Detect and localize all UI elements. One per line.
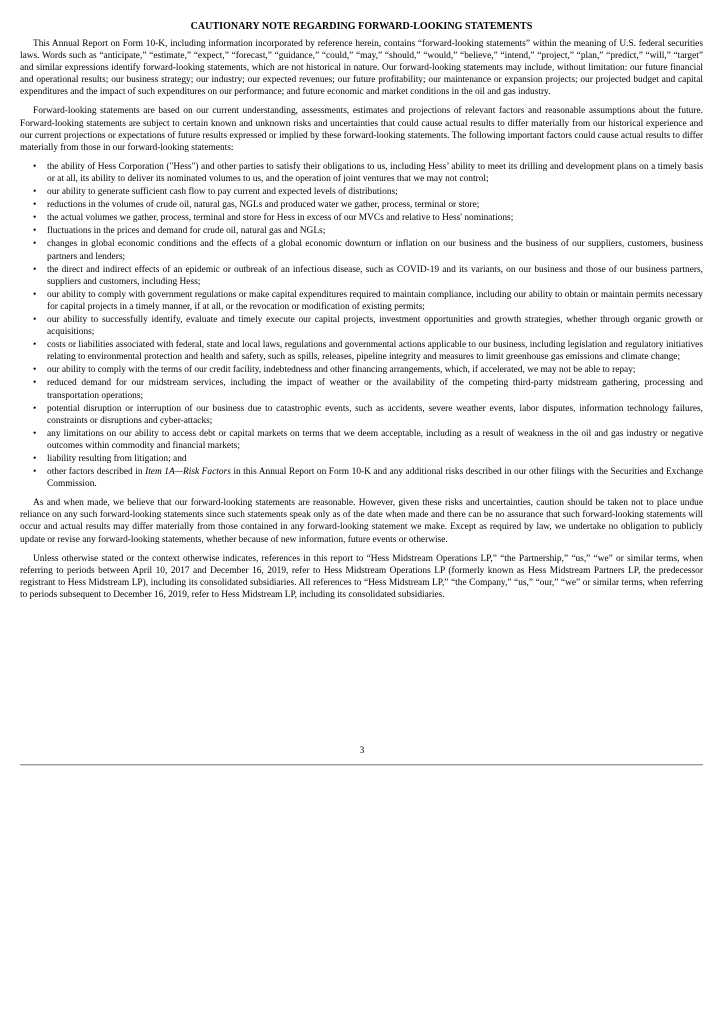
bullet-icon: • — [33, 314, 37, 325]
list-item — [20, 453, 703, 465]
bullet-icon: • — [33, 226, 37, 237]
list-item-text-suffix: in this Annual Report on Form 10-K and any additional risks described in our other filings with the Securities and Exchange Commission. — [47, 467, 704, 490]
list-item-text: our ability to comply with government regulations or make capital expenditures required to maintain compliance, including our ability to obtain or maintain permits necessary for capital projects in a timely manner, if at all, or the revocation or modification of existing permits; — [47, 289, 703, 312]
list-item — [20, 289, 703, 313]
list-item-text: any limitations on our ability to access debt or capital markets on terms that we deem acceptable, including as a result of weakness in the oil and gas industry or negative outcomes within commodity and financial markets; — [47, 428, 703, 451]
list-item-text: our ability to comply with the terms of our credit facility, indebtedness and other financing arrangements, which, if accelerated, we may not be able to repay; — [47, 365, 636, 376]
page-divider — [20, 764, 703, 766]
factors-intro-paragraph: Forward-looking statements are based on our current understanding, assessments, estimates and projections of relevant factors and reasonable assumptions about the future. Forward-looking statements are subject to certain known and unknown risks and uncertainties that could cause actual results to differ materially from our historical experience and our current projections or expectations of future results expressed or implied by these forward-looking statements. The following important factors could cause actual results to differ materially from those in our forward-looking statements: — [20, 106, 703, 153]
list-item — [20, 186, 703, 198]
list-item-text: costs or liabilities associated with federal, state and local laws, regulations and governmental actions applicable to our business, including legislation and regulatory initiatives relating to environmental protection and health and safety, such as spills, releases, pipeline integrity and measures to limit greenhouse gas emissions and climate change; — [47, 340, 703, 363]
list-item-text: the direct and indirect effects of an epidemic or outbreak of an infectious disease, such as COVID-19 and its variants, on our business and those of our business partners, suppliers and customers, including Hess; — [47, 264, 703, 287]
list-item-text: reductions in the volumes of crude oil, natural gas, NGLs and produced water we gather, process, terminal or store; — [47, 200, 480, 211]
list-item-text: potential disruption or interruption of our business due to catastrophic events, such as accidents, severe weather events, labor disputes, information technology failures, constraints or disruptions and cyber-attacks; — [47, 403, 703, 426]
bullet-icon: • — [33, 378, 37, 389]
list-item-text-prefix: other factors described in — [47, 467, 146, 478]
bullet-icon: • — [33, 428, 37, 439]
list-item — [20, 314, 703, 338]
list-item-text: the ability of Hess Corporation ("Hess") and other parties to satisfy their obligations to us, including Hess’ ability to meet its drilling and development plans on a timely basis or at all, its ability to deliver its nominated volumes to us, and the operation of joint ventures that we may not control; — [47, 161, 703, 184]
bullet-icon: • — [33, 239, 37, 250]
list-item — [20, 199, 703, 211]
list-item — [20, 428, 703, 452]
references-definition-paragraph: Unless otherwise stated or the context otherwise indicates, references in this report to “Hess Midstream Operations LP,” “the Partnership,” “us,” “we” or similar terms, when referring to periods between April 10, 2017 and December 16, 2019, refer to Hess Midstream Operations LP (formerly known as Hess Midstream Partners LP, the predecessor registrant to Hess Midstream LP), including its consolidated subsidiaries. All references to “Hess Midstream LP,” “the Company,” “us,” “our,” “we” or similar terms, when referring to periods subsequent to December 16, 2019, refer to Hess Midstream LP, including its consolidated subsidiaries. — [20, 553, 703, 600]
list-item — [20, 466, 703, 490]
bullet-icon: • — [33, 289, 37, 300]
section-heading: CAUTIONARY NOTE REGARDING FORWARD-LOOKING STATEMENTS — [190, 21, 533, 32]
bullet-icon: • — [33, 467, 37, 478]
list-item — [20, 238, 703, 262]
list-item-text: reduced demand for our midstream services, including the impact of weather or the availability of the competing third-party midstream gathering, processing and transportation operations; — [47, 378, 703, 401]
intro-paragraph: This Annual Report on Form 10-K, including information incorporated by reference herein, contains “forward-looking statements” within the meaning of U.S. federal securities laws. Words such as “anticipate,” “estimate,” “expect,” “forecast,” “guidance,” “could,” “may,” “should,” “would,” “believe,” “intend,” “project,” “plan,” “predict,” “will,” “target” and similar expressions identify forward-looking statements, which are not historical in nature. Our forward-looking statements may include, without limitation: our future financial and operational results; our business strategy; our industry; our expected revenues; our future profitability; our maintenance or expansion projects; our projected budget and capital expenditures and the impact of such expenditures on our performance; and future economic and market conditions in the oil and gas industry. — [20, 39, 703, 98]
list-item — [20, 264, 703, 288]
list-item — [20, 403, 703, 427]
list-item — [20, 212, 703, 224]
risk-factors-reference: Item 1A—Risk Factors — [145, 467, 231, 478]
list-item — [20, 364, 703, 376]
page-number: 3 — [359, 746, 365, 756]
bullet-icon: • — [33, 264, 37, 275]
bullet-icon: • — [33, 213, 37, 224]
bullet-icon: • — [33, 200, 37, 211]
bullet-icon: • — [33, 365, 37, 376]
list-item-text: fluctuations in the prices and demand for crude oil, natural gas and NGLs; — [47, 226, 326, 237]
list-item — [20, 339, 703, 363]
list-item — [20, 161, 703, 185]
bullet-icon: • — [33, 340, 37, 351]
list-item-text: the actual volumes we gather, process, terminal and store for Hess in excess of our MVCs and relative to Hess' nominations; — [47, 213, 514, 224]
list-item — [20, 377, 703, 401]
bullet-icon: • — [33, 161, 37, 172]
risk-factor-list — [20, 161, 703, 490]
list-item-text: our ability to successfully identify, evaluate and timely execute our capital projects, investment opportunities and growth strategies, whether through organic growth or acquisitions; — [47, 314, 703, 338]
bullet-icon: • — [33, 454, 37, 464]
list-item-text: changes in global economic conditions and the effects of a global economic downturn or inflation on our business and the business of our suppliers, customers, business partners and lenders; — [47, 239, 703, 262]
list-item — [20, 225, 703, 237]
list-item-text: our ability to generate sufficient cash flow to pay current and expected levels of distributions; — [47, 187, 398, 198]
document-page — [20, 21, 703, 608]
list-item-text: liability resulting from litigation; and — [47, 454, 187, 464]
bullet-icon: • — [33, 187, 37, 198]
bullet-icon: • — [33, 403, 37, 414]
reliance-caution-paragraph: As and when made, we believe that our forward-looking statements are reasonable. However, given these risks and uncertainties, caution should be taken not to place undue reliance on any such forward-looking statements since such statements speak only as of the date when made and there can be no assurance that such forward-looking statements will occur and actual results may differ materially from those contained in any forward-looking statement we make. Except as required by law, we undertake no obligation to publicly update or revise any forward-looking statements, whether because of new information, future events or otherwise. — [20, 498, 703, 545]
